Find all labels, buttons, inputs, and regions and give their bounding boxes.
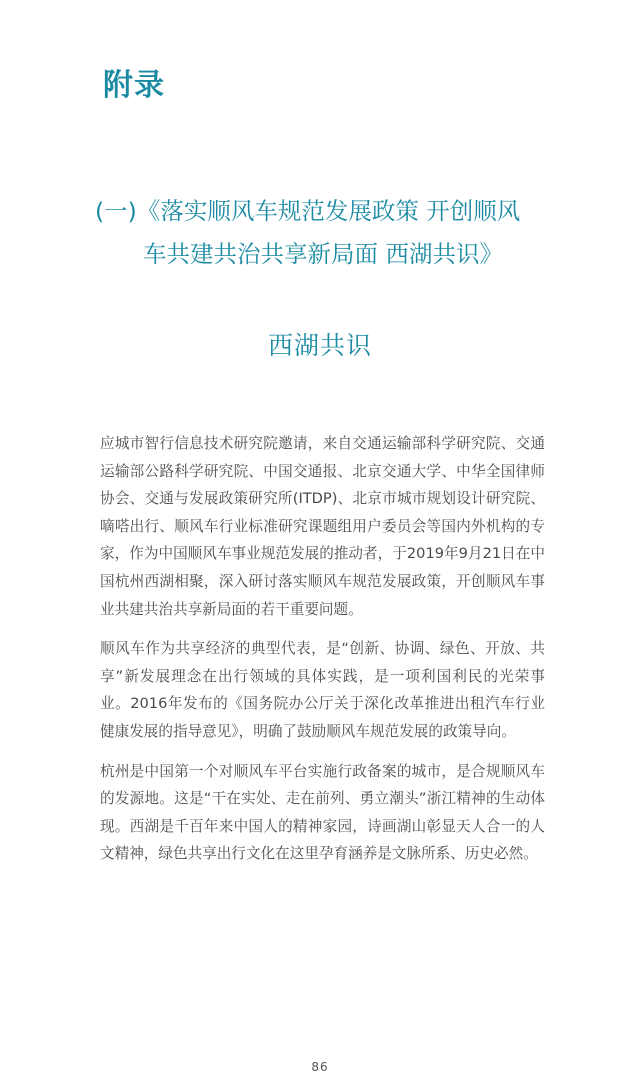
appendix-title: 附录 — [103, 68, 165, 103]
paragraph: 杭州是中国第一个对顺风车平台实施行政备案的城市，是合规顺风车的发源地。这是“干在实处、走在前列、勇立潮头”浙江精神的生动体现。西湖是千百年来中国人的精神家园，诗画湖山彰显天人合一的人文精神，绿色共享出行文化在这里孕育涵养是文脉所系、历史必然。 — [100, 762, 545, 863]
page-number: 86 — [311, 1060, 329, 1074]
document-title-line-2: 车共建共治共享新局面 西湖共识》 — [143, 240, 503, 268]
paragraph: 顺风车作为共享经济的典型代表，是“创新、协调、绿色、开放、共享”新发展理念在出行领域的具体实践，是一项利国利民的光荣事业。2016年发布的《国务院办公厅关于深化改革推进出租汽车行业健康发展的指导意见》，明确了鼓励顺风车规范发展的政策导向。 — [100, 640, 545, 740]
body-text — [100, 430, 545, 880]
paragraph: 应城市智行信息技术研究院邀请，来自交通运输部科学研究院、交通运输部公路科学研究院、中国交通报、北京交通大学、中华全国律师协会、交通与发展政策研究所(ITDP)、北京市城市规划设计研究院、嘀嗒出行、顺风车行业标准研究课题组用户委员会等国内外机构的专家，作为中国顺风车事业规范发展的推动者，于2019年9月21日在中国杭州西湖相聚，深入研讨落实顺风车规范发展政策，开创顺风车事业共建共治共享新局面的若干重要问题。 — [100, 435, 545, 618]
document-title-line-1: (一)《落实顺风车规范发展政策 开创顺风 — [95, 197, 521, 225]
document-title — [95, 190, 565, 276]
section-title: 西湖共识 — [267, 331, 372, 360]
